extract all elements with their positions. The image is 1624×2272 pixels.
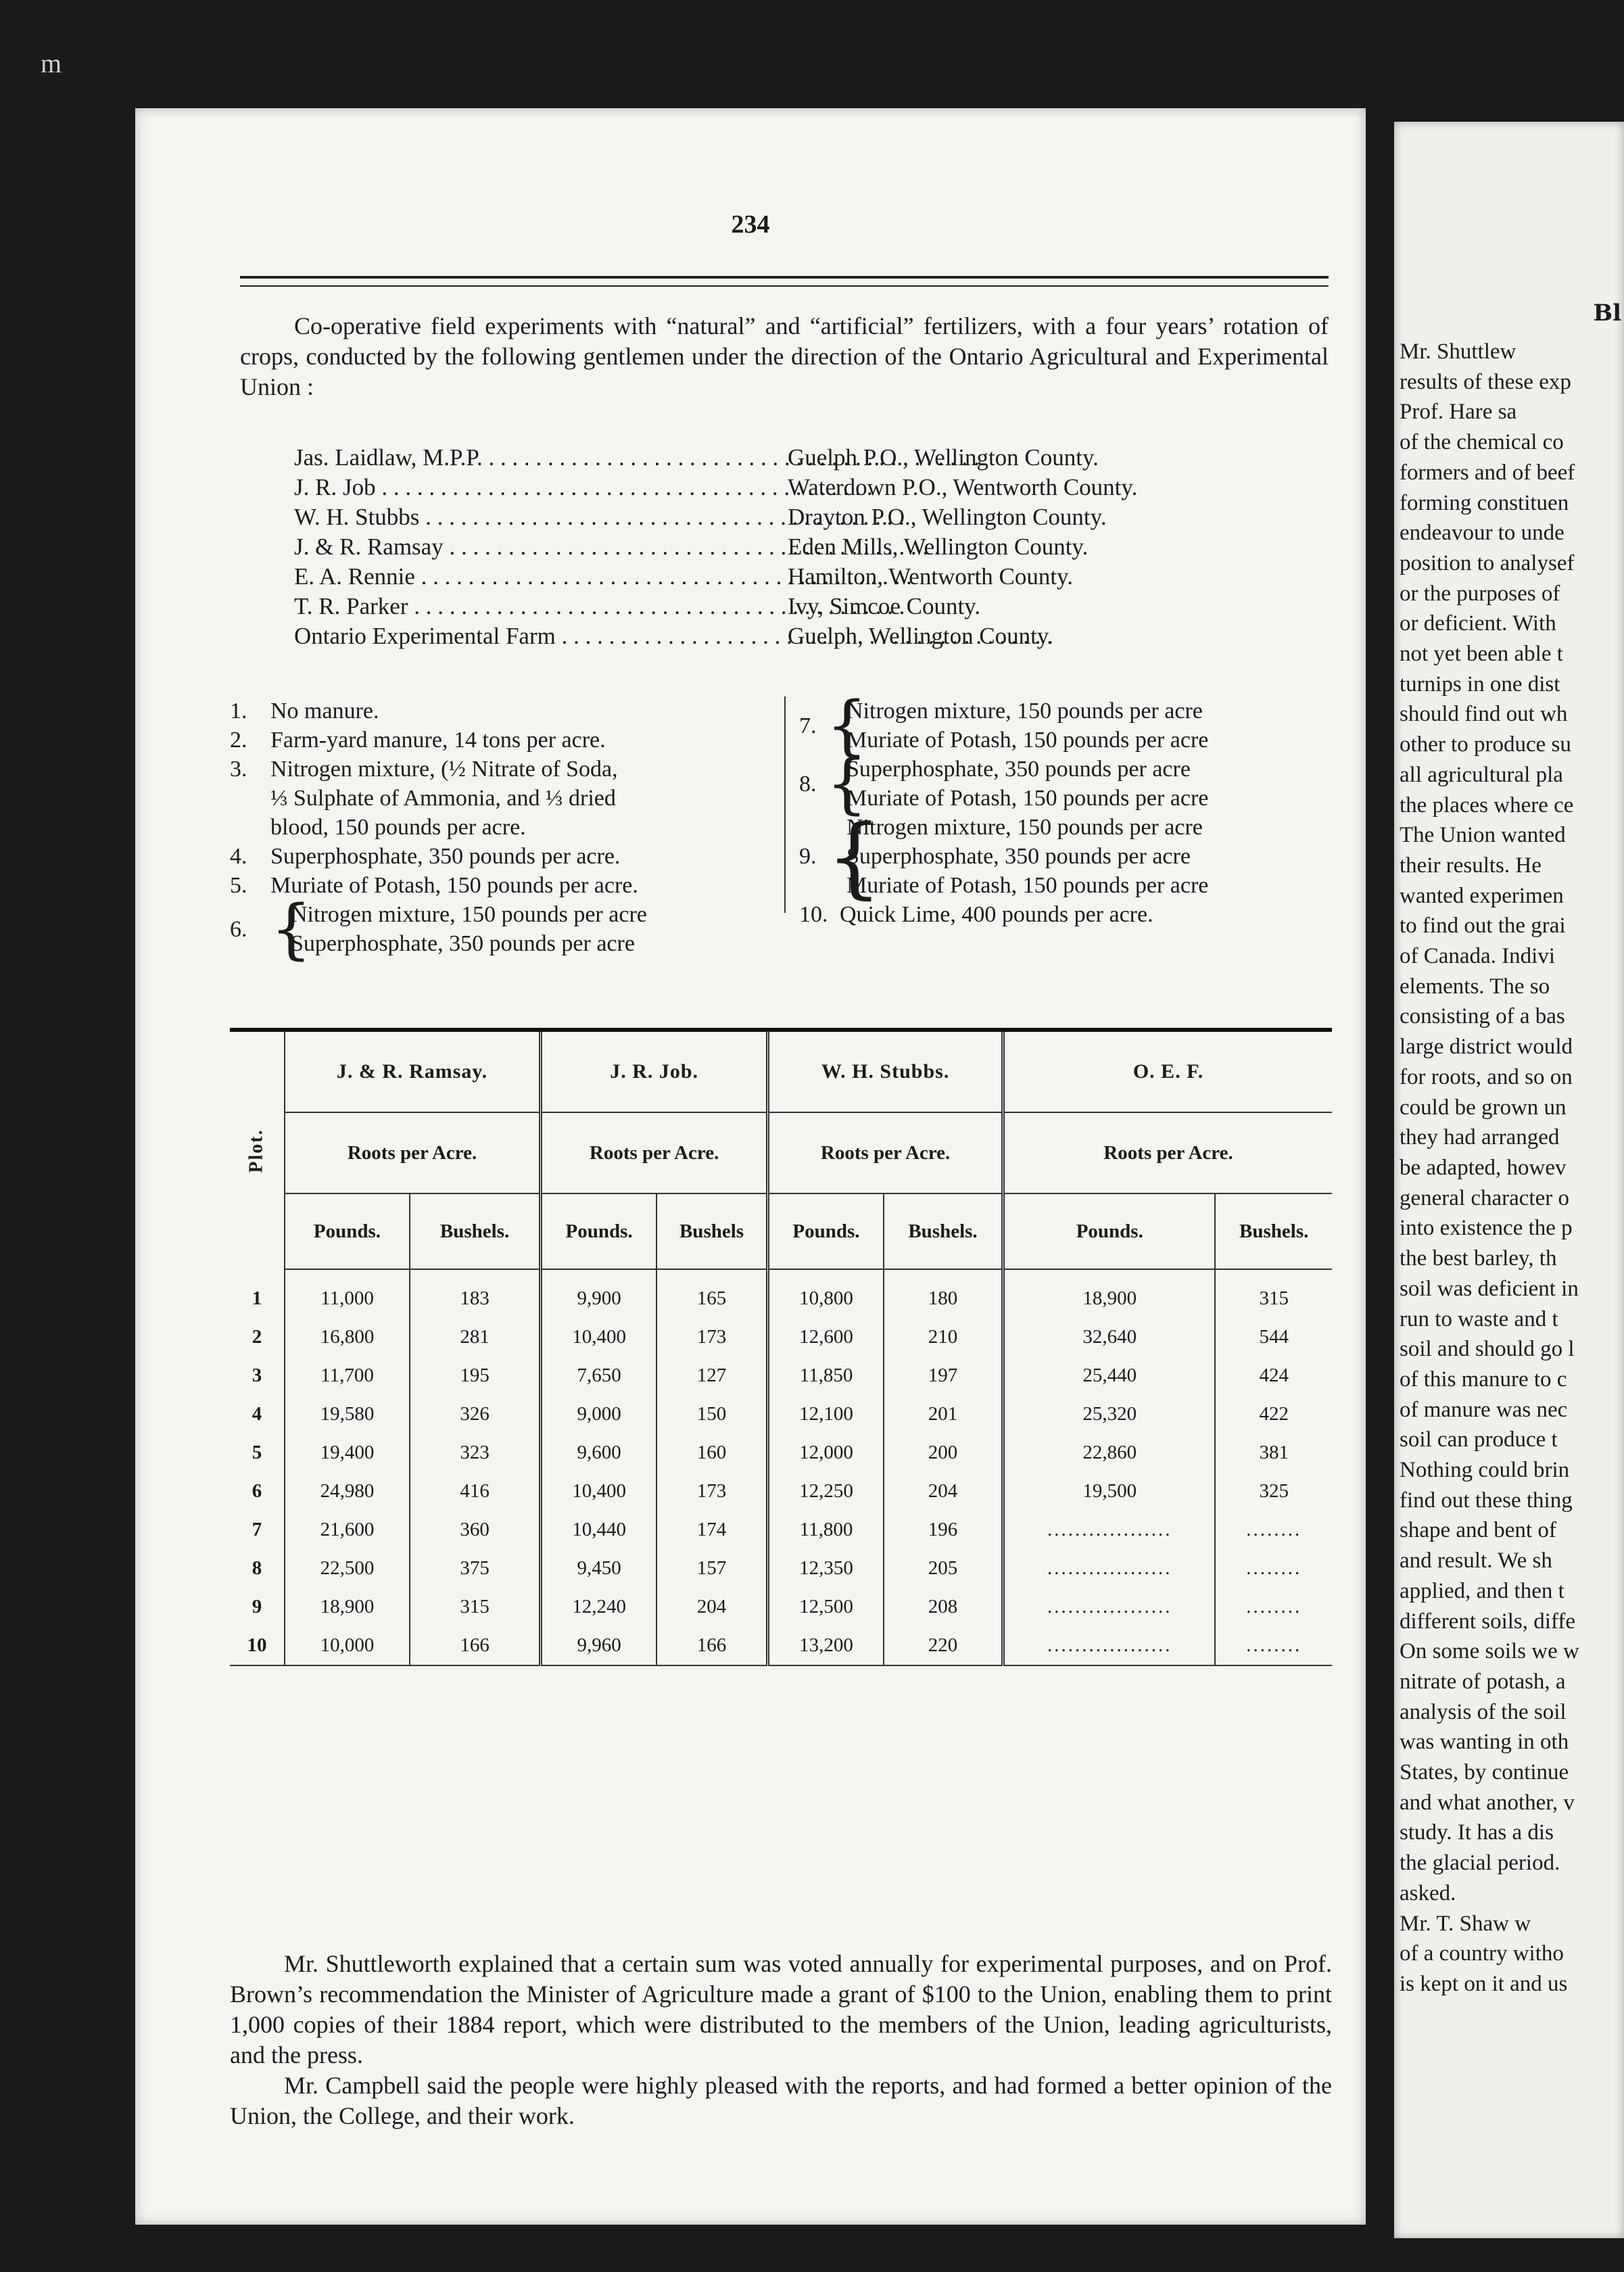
plot-header: Plot. xyxy=(246,1129,267,1173)
table-cell: .................. xyxy=(1003,1549,1216,1588)
table-cell: 416 xyxy=(410,1472,541,1511)
table-cell: ........ xyxy=(1215,1511,1332,1549)
plot-lines xyxy=(846,696,1208,755)
table-cell: 165 xyxy=(656,1269,768,1318)
table-cell: 544 xyxy=(1215,1318,1332,1356)
plot-cell: 6 xyxy=(230,1472,285,1511)
right-page-line: was wanting in oth xyxy=(1400,1730,1569,1755)
right-page-line: soil and should go l xyxy=(1400,1337,1575,1362)
plot-text: Nitrogen mixture, (½ Nitrate of Soda, xyxy=(270,757,618,782)
table-cell: 11,850 xyxy=(768,1356,884,1395)
right-page-line: their results. He xyxy=(1400,853,1542,878)
table-cell: 204 xyxy=(656,1588,768,1626)
experimenter-row xyxy=(294,621,1281,651)
right-page-line: is kept on it and us xyxy=(1400,1971,1568,1996)
header-rule-top xyxy=(240,276,1329,279)
table-row xyxy=(230,1434,1332,1472)
brace-glyph: { xyxy=(826,805,882,908)
right-page-line: general character o xyxy=(1400,1185,1569,1210)
experimenter-address: Drayton P.O., Wellington County. xyxy=(788,504,1107,530)
table-row xyxy=(230,1588,1332,1626)
table-cell: 180 xyxy=(884,1269,1003,1318)
table-cell: 424 xyxy=(1215,1356,1332,1395)
plot-text: Superphosphate, 350 pounds per acre. xyxy=(270,844,621,869)
table-cell: 12,100 xyxy=(768,1395,884,1434)
table-cell: 9,600 xyxy=(541,1434,656,1472)
right-page-line: find out these thing xyxy=(1400,1488,1573,1513)
table-cell: 204 xyxy=(884,1472,1003,1511)
table-row xyxy=(230,1626,1332,1665)
right-page-line: consisting of a bas xyxy=(1400,1004,1565,1029)
table-cell: 19,580 xyxy=(320,1403,375,1425)
col-header-job: J. R. Job. xyxy=(541,1030,768,1112)
table-cell: ........ xyxy=(1215,1549,1332,1588)
experimenter-name: J. & R. Ramsay . . . xyxy=(294,532,788,562)
table-cell: 166 xyxy=(410,1626,541,1665)
experimenter-row xyxy=(294,562,1281,592)
plot-line: Nitrogen mixture, 150 pounds per acre xyxy=(846,815,1203,840)
plot-cell: 7 xyxy=(230,1511,285,1549)
table-cell: 10,400 xyxy=(541,1472,656,1511)
table-cell: 7,650 xyxy=(541,1356,656,1395)
right-page-line: other to produce su xyxy=(1400,732,1571,757)
plot-cell: 2 xyxy=(230,1318,285,1356)
right-page-line: and result. We sh xyxy=(1400,1548,1552,1573)
plot-item xyxy=(230,755,757,784)
table-cell: 10,000 xyxy=(320,1634,375,1656)
plot-item xyxy=(230,813,757,842)
table-cell: 160 xyxy=(656,1434,768,1472)
plot-number: 2. xyxy=(230,728,247,753)
table-cell: 18,900 xyxy=(320,1596,375,1617)
right-page-line: of this manure to c xyxy=(1400,1367,1567,1392)
right-page-line: the best barley, th xyxy=(1400,1246,1557,1271)
subheader-roots: Roots per Acre. xyxy=(768,1112,1003,1193)
table-cell: 205 xyxy=(884,1549,1003,1588)
yield-table xyxy=(230,1028,1332,1666)
right-page-line: for roots, and so on xyxy=(1400,1064,1573,1089)
col-bushels: Bushels. xyxy=(1215,1193,1332,1269)
plot-item xyxy=(230,784,757,813)
right-page-line: they had arranged xyxy=(1400,1125,1560,1150)
experimenter-row xyxy=(294,592,1281,621)
table-cell: 12,250 xyxy=(768,1472,884,1511)
table-cell: 25,320 xyxy=(1003,1395,1216,1434)
right-page-line: all agricultural pla xyxy=(1400,762,1563,787)
table-cell: 9,450 xyxy=(541,1549,656,1588)
experimenter-address: Guelph P.O., Wellington County. xyxy=(788,444,1099,471)
plot-number: 8. xyxy=(799,771,817,797)
col-pounds: Pounds. xyxy=(285,1193,410,1269)
plot-cell: 3 xyxy=(230,1356,285,1395)
right-page-line: run to waste and t xyxy=(1400,1306,1558,1331)
experimenter-name: E. A. Rennie . . . xyxy=(294,562,788,592)
experimenter-address: Guelph, Wellington County. xyxy=(788,623,1053,649)
subheader-roots: Roots per Acre. xyxy=(285,1112,541,1193)
table-row xyxy=(230,1356,1332,1395)
plot-number: 7. xyxy=(799,713,817,738)
right-page-line: analysis of the soil xyxy=(1400,1699,1567,1724)
plot-item xyxy=(799,746,1354,822)
plot-text: Farm-yard manure, 14 tons per acre. xyxy=(270,728,606,753)
right-page-line: States, by continue xyxy=(1400,1760,1569,1785)
table-cell: 9,000 xyxy=(541,1395,656,1434)
experimenter-row xyxy=(294,532,1281,562)
plot-treatments-left xyxy=(230,696,757,967)
experimenter-address: Ivy, Simcoe County. xyxy=(788,593,981,619)
table-cell: 22,500 xyxy=(320,1557,375,1579)
table-cell: 166 xyxy=(656,1626,768,1665)
left-page xyxy=(135,108,1366,2225)
right-page-line: or deficient. With xyxy=(1400,611,1556,636)
plot-line: Muriate of Potash, 150 pounds per acre xyxy=(846,786,1209,811)
right-page-line: the places where ce xyxy=(1400,792,1574,818)
col-header-oef: O. E. F. xyxy=(1003,1030,1332,1112)
right-page-line: study. It has a dis xyxy=(1400,1820,1554,1845)
plot-text: ⅓ Sulphate of Ammonia, and ⅓ dried xyxy=(270,786,616,811)
experimenter-name: T. R. Parker . . . xyxy=(294,592,788,621)
table-cell: 32,640 xyxy=(1003,1318,1216,1356)
table-cell: 200 xyxy=(884,1434,1003,1472)
table-cell: 174 xyxy=(656,1511,768,1549)
plot-number: 9. xyxy=(799,844,817,869)
plot-line: Muriate of Potash, 150 pounds per acre xyxy=(846,873,1209,898)
table-cell: 11,700 xyxy=(320,1365,374,1386)
plot-cell: 10 xyxy=(230,1626,285,1665)
right-page-line: position to analysef xyxy=(1400,550,1575,575)
subheader-roots: Roots per Acre. xyxy=(541,1112,768,1193)
plot-text: blood, 150 pounds per acre. xyxy=(270,815,526,840)
table-cell: 375 xyxy=(410,1549,541,1588)
table-cell: 196 xyxy=(884,1511,1003,1549)
table-cell: .................. xyxy=(1003,1588,1216,1626)
table-cell: 10,400 xyxy=(541,1318,656,1356)
experimenter-address: Waterdown P.O., Wentworth County. xyxy=(788,474,1138,500)
plot-text: Muriate of Potash, 150 pounds per acre. xyxy=(270,873,638,898)
right-page-partial xyxy=(1394,122,1624,2238)
plot-item-6 xyxy=(230,891,757,967)
plot-lines xyxy=(846,813,1208,900)
table-cell: 11,000 xyxy=(320,1287,374,1309)
plot-line: Muriate of Potash, 150 pounds per acre xyxy=(846,728,1209,753)
table-cell: ........ xyxy=(1215,1626,1332,1665)
right-page-line: The Union wanted xyxy=(1400,823,1566,848)
table-cell: 21,600 xyxy=(320,1519,375,1540)
plot-number: 10. xyxy=(799,902,828,927)
brace-glyph: { xyxy=(270,891,312,967)
plot-text: No manure. xyxy=(270,699,379,724)
table-cell: .................. xyxy=(1003,1626,1216,1665)
table-cell: 325 xyxy=(1215,1472,1332,1511)
plot-cell: 5 xyxy=(230,1434,285,1472)
subheader-roots: Roots per Acre. xyxy=(1003,1112,1332,1193)
plot-treatments-right xyxy=(784,688,1354,927)
table-cell: 10,800 xyxy=(768,1269,884,1318)
right-page-line: could be grown un xyxy=(1400,1095,1567,1120)
table-cell: 323 xyxy=(410,1434,541,1472)
experimenter-row xyxy=(294,502,1281,532)
right-page-line: formers and of beef xyxy=(1400,460,1575,485)
plot-item xyxy=(799,805,1354,908)
plot-cell: 8 xyxy=(230,1549,285,1588)
right-page-line: of the chemical co xyxy=(1400,430,1564,455)
closing-paragraph: Mr. Shuttleworth explained that a certain sum was voted annually for experimental purposes, and on Prof. Brown’s recommendation the Minister of Agriculture made a grant of $100 to the Union, enabling them to print 1,000 copies of their 1884 report, which were distributed to the members of the Union, leading agriculturists, and the press. xyxy=(230,1950,1332,2068)
plot-cell: 1 xyxy=(230,1269,285,1318)
right-page-line: should find out wh xyxy=(1400,702,1568,727)
right-page-line: Nothing could brin xyxy=(1400,1458,1570,1483)
table-cell: 326 xyxy=(410,1395,541,1434)
table-cell: 127 xyxy=(656,1356,768,1395)
table-cell: ........ xyxy=(1215,1588,1332,1626)
right-page-line: endeavour to unde xyxy=(1400,521,1565,546)
plot-header-cell xyxy=(230,1030,285,1269)
right-page-line: results of these exp xyxy=(1400,369,1571,394)
col-pounds: Pounds. xyxy=(541,1193,656,1269)
experimenter-row xyxy=(294,443,1281,473)
table-cell: 210 xyxy=(884,1318,1003,1356)
right-page-line: Mr. Shuttlew xyxy=(1400,339,1516,364)
table-cell: 195 xyxy=(410,1356,541,1395)
page-number: 234 xyxy=(731,210,770,239)
table-cell: 220 xyxy=(884,1626,1003,1665)
right-page-line: shape and bent of xyxy=(1400,1518,1556,1543)
header-rule-bottom xyxy=(240,285,1329,287)
right-page-line: applied, and then t xyxy=(1400,1578,1565,1603)
col-pounds: Pounds. xyxy=(1003,1193,1216,1269)
plot-6-line: Nitrogen mixture, 150 pounds per acre xyxy=(291,902,647,927)
right-page-line: different soils, diffe xyxy=(1400,1609,1575,1634)
plot-item-10 xyxy=(799,900,1354,929)
plot-item xyxy=(799,688,1354,763)
intro-text: Co-operative field experiments with “natural” and “artificial” fertilizers, with a four years’ rotation of crops, conducted by the following gentlemen under the direction of the Ontario Agricultural and Experimental Union : xyxy=(240,312,1329,400)
experimenter-row xyxy=(294,473,1281,502)
table-cell: 18,900 xyxy=(1003,1269,1216,1318)
experimenter-address: Hamilton, Wentworth County. xyxy=(788,563,1074,590)
table-cell: 9,960 xyxy=(541,1626,656,1665)
col-pounds: Pounds. xyxy=(768,1193,884,1269)
right-page-lines xyxy=(1394,337,1624,1999)
plot-line: Superphosphate, 350 pounds per acre xyxy=(846,844,1191,869)
right-page-line: large district would xyxy=(1400,1035,1573,1060)
table-cell: 381 xyxy=(1215,1434,1332,1472)
table-cell: 12,500 xyxy=(768,1588,884,1626)
table-cell: 19,500 xyxy=(1003,1472,1216,1511)
right-page-line: to find out the grai xyxy=(1400,914,1566,939)
col-header-stubbs: W. H. Stubbs. xyxy=(768,1030,1003,1112)
table-cell: 157 xyxy=(656,1549,768,1588)
table-cell: 208 xyxy=(884,1588,1003,1626)
right-page-line: wanted experimen xyxy=(1400,883,1564,908)
table-cell: 24,980 xyxy=(320,1480,375,1502)
right-page-line: elements. The so xyxy=(1400,974,1550,999)
plot-number xyxy=(230,784,270,813)
right-page-line: and what another, v xyxy=(1400,1790,1575,1815)
table-cell: 173 xyxy=(656,1472,768,1511)
col-bushels: Bushels. xyxy=(884,1193,1003,1269)
table-cell: .................. xyxy=(1003,1511,1216,1549)
right-page-line: On some soils we w xyxy=(1400,1639,1579,1664)
table-cell: 22,860 xyxy=(1003,1434,1216,1472)
table-cell: 315 xyxy=(410,1588,541,1626)
col-header-ramsay: J. & R. Ramsay. xyxy=(285,1030,541,1112)
table-row xyxy=(230,1395,1332,1434)
table-row xyxy=(230,1269,1332,1318)
right-page-line: soil can produce t xyxy=(1400,1427,1558,1452)
right-page-line: turnips in one dist xyxy=(1400,671,1560,696)
plot-number: 5. xyxy=(230,873,247,898)
right-page-line: Mr. T. Shaw w xyxy=(1400,1911,1531,1936)
table-cell: 150 xyxy=(656,1395,768,1434)
table-cell: 11,800 xyxy=(768,1511,884,1549)
table-row xyxy=(230,1511,1332,1549)
right-page-line: forming constituen xyxy=(1400,490,1569,515)
right-page-line: soil was deficient in xyxy=(1400,1276,1579,1301)
corner-mark: m xyxy=(41,48,62,78)
table-cell: 9,900 xyxy=(541,1269,656,1318)
brace-glyph: { xyxy=(826,746,868,822)
table-cell: 12,240 xyxy=(541,1588,656,1626)
table-cell: 360 xyxy=(410,1511,541,1549)
right-page-line: into existence the p xyxy=(1400,1216,1573,1241)
table-cell: 281 xyxy=(410,1318,541,1356)
right-page-line: not yet been able t xyxy=(1400,642,1563,667)
plot-text: Quick Lime, 400 pounds per acre. xyxy=(840,902,1153,927)
right-page-line: or the purposes of xyxy=(1400,581,1560,606)
plot-6-line: Superphosphate, 350 pounds per acre xyxy=(291,931,635,956)
right-page-line: Prof. Hare sa xyxy=(1400,400,1517,425)
table-row xyxy=(230,1318,1332,1356)
table-cell: 183 xyxy=(410,1269,541,1318)
plot-cell: 4 xyxy=(230,1395,285,1434)
closing-text xyxy=(230,1949,1332,2131)
plot-number: 6. xyxy=(230,916,247,942)
plot-number: 4. xyxy=(230,844,247,869)
plot-line: Nitrogen mixture, 150 pounds per acre xyxy=(846,699,1203,724)
col-bushels: Bushels. xyxy=(410,1193,541,1269)
plot-number: 3. xyxy=(230,757,247,782)
table-cell: 197 xyxy=(884,1356,1003,1395)
table-cell: 12,000 xyxy=(768,1434,884,1472)
plot-number: 1. xyxy=(230,699,247,724)
table-cell: 19,400 xyxy=(320,1442,375,1463)
experimenter-name: W. H. Stubbs . . . xyxy=(294,502,788,532)
experimenter-name: Ontario Experimental Farm . . . xyxy=(294,621,788,651)
experimenter-name: Jas. Laidlaw, M.P.P. . . . xyxy=(294,443,788,473)
table-cell: 12,600 xyxy=(768,1318,884,1356)
plot-lines xyxy=(846,755,1208,813)
plot-6-lines xyxy=(291,900,647,958)
intro-paragraph xyxy=(240,311,1329,402)
right-page-line: asked. xyxy=(1400,1880,1456,1906)
plot-line: Superphosphate, 350 pounds per acre xyxy=(846,757,1191,782)
table-cell: 173 xyxy=(656,1318,768,1356)
experimenter-list xyxy=(294,443,1281,651)
table-cell: 201 xyxy=(884,1395,1003,1434)
experimenter-name: J. R. Job . . . xyxy=(294,473,788,502)
table-cell: 10,440 xyxy=(541,1511,656,1549)
experimenter-address: Eden Mills, Wellington County. xyxy=(788,534,1089,560)
plot-item xyxy=(230,696,757,726)
col-bushels: Bushels xyxy=(656,1193,768,1269)
table-row xyxy=(230,1549,1332,1588)
right-page-line: of Canada. Indivi xyxy=(1400,944,1556,969)
yield-table-wrap xyxy=(230,1028,1332,1666)
right-page-line: the glacial period. xyxy=(1400,1851,1560,1876)
plot-item xyxy=(230,726,757,755)
brace-glyph: { xyxy=(826,688,868,763)
right-page-heading: Bl xyxy=(1593,300,1621,327)
table-cell: 13,200 xyxy=(768,1626,884,1665)
plot-number xyxy=(230,813,270,842)
table-cell: 422 xyxy=(1215,1395,1332,1434)
right-page-line: of manure was nec xyxy=(1400,1397,1568,1422)
closing-paragraph: Mr. Campbell said the people were highly pleased with the reports, and had formed a better opinion of the Union, the College, and their work. xyxy=(230,2072,1332,2129)
plot-item xyxy=(230,842,757,871)
right-page-line: nitrate of potash, a xyxy=(1400,1669,1566,1694)
table-row xyxy=(230,1472,1332,1511)
table-cell: 315 xyxy=(1215,1269,1332,1318)
right-page-line: of a country witho xyxy=(1400,1941,1564,1966)
right-page-top-space xyxy=(1394,122,1624,289)
table-cell: 12,350 xyxy=(768,1549,884,1588)
right-page-line: be adapted, howev xyxy=(1400,1155,1567,1180)
plot-cell: 9 xyxy=(230,1588,285,1626)
table-cell: 25,440 xyxy=(1003,1356,1216,1395)
table-cell: 16,800 xyxy=(320,1326,375,1348)
